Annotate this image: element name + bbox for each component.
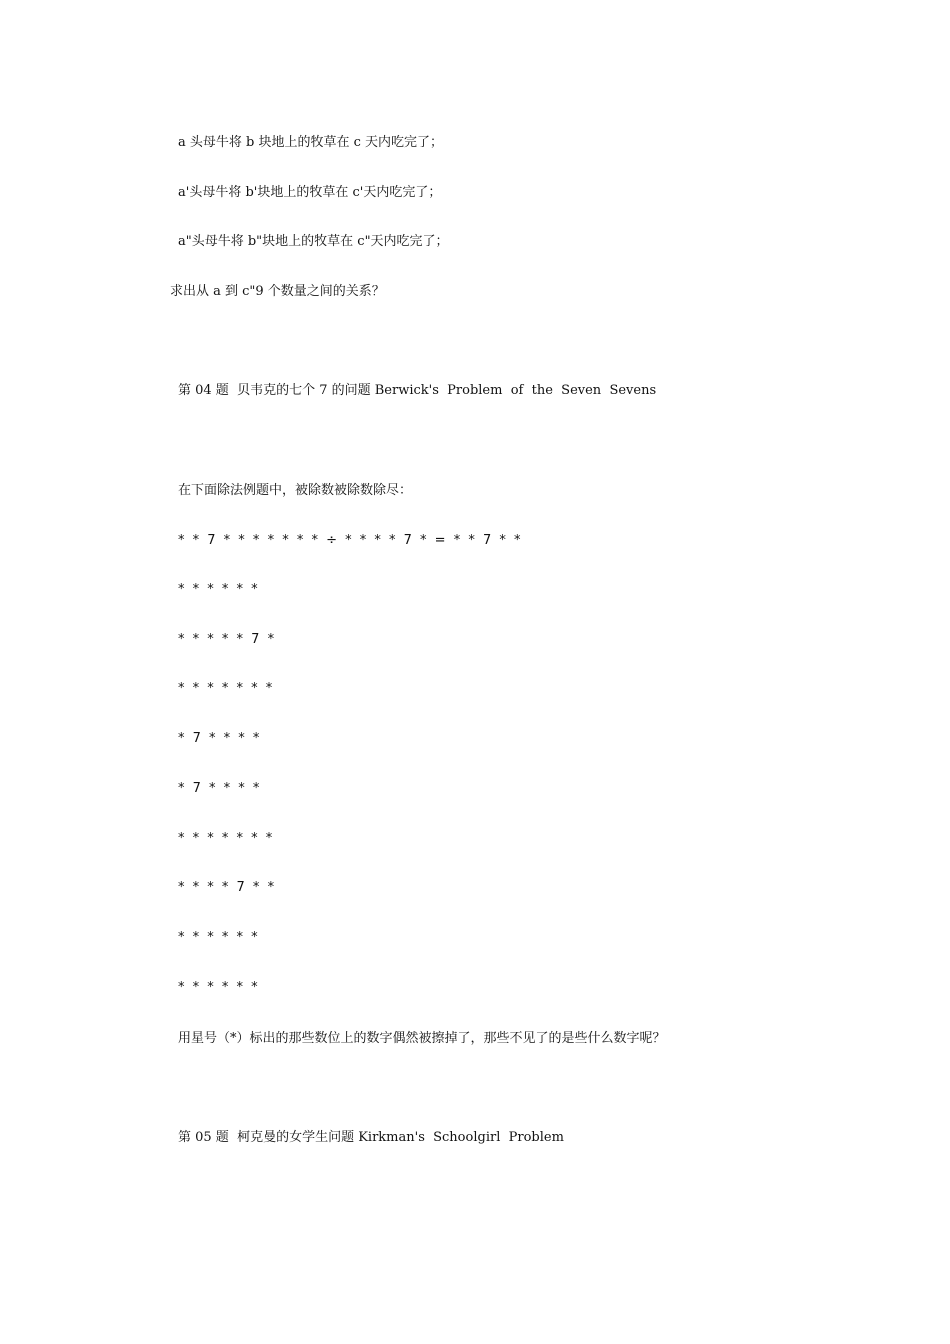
cow-statement-2: a'头母牛将 b'块地上的牧草在 c'天内吃完了； <box>178 185 442 200</box>
division-row: * 7 * * * * <box>178 731 261 746</box>
cow-statement-1: a 头母牛将 b 块地上的牧草在 c 天内吃完了； <box>178 135 444 150</box>
cow-statement-3: a"头母牛将 b"块地上的牧草在 c"天内吃完了； <box>178 234 449 249</box>
problem-04-question: 用星号（*）标出的那些数位上的数字偶然被擦掉了，那些不见了的是些什么数字呢？ <box>178 1031 666 1046</box>
problem-04-intro: 在下面除法例题中，被除数被除数除尽： <box>178 483 413 498</box>
division-row: * * * * * * * <box>178 681 274 696</box>
division-row: * * * * * * * <box>178 831 274 846</box>
division-equation: * * 7 * * * * * * * ÷ * * * * 7 * = * * 7 * * <box>178 533 522 548</box>
division-row: * * * * * * <box>178 930 259 945</box>
division-row: * * * * * * <box>178 582 259 597</box>
division-row: * 7 * * * * <box>178 781 261 796</box>
division-row: * * * * * * <box>178 980 259 995</box>
division-row: * * * * 7 * * <box>178 880 276 895</box>
problem-05-title: 第 05 题 柯克曼的女学生问题 Kirkman's Schoolgirl Problem <box>178 1130 564 1145</box>
problem-04-title: 第 04 题 贝韦克的七个 7 的问题 Berwick's Problem of the Seven Sevens <box>178 383 657 398</box>
problem-03-question: 求出从 a 到 c"9 个数量之间的关系？ <box>170 284 385 299</box>
division-row: * * * * * 7 * <box>178 632 276 647</box>
